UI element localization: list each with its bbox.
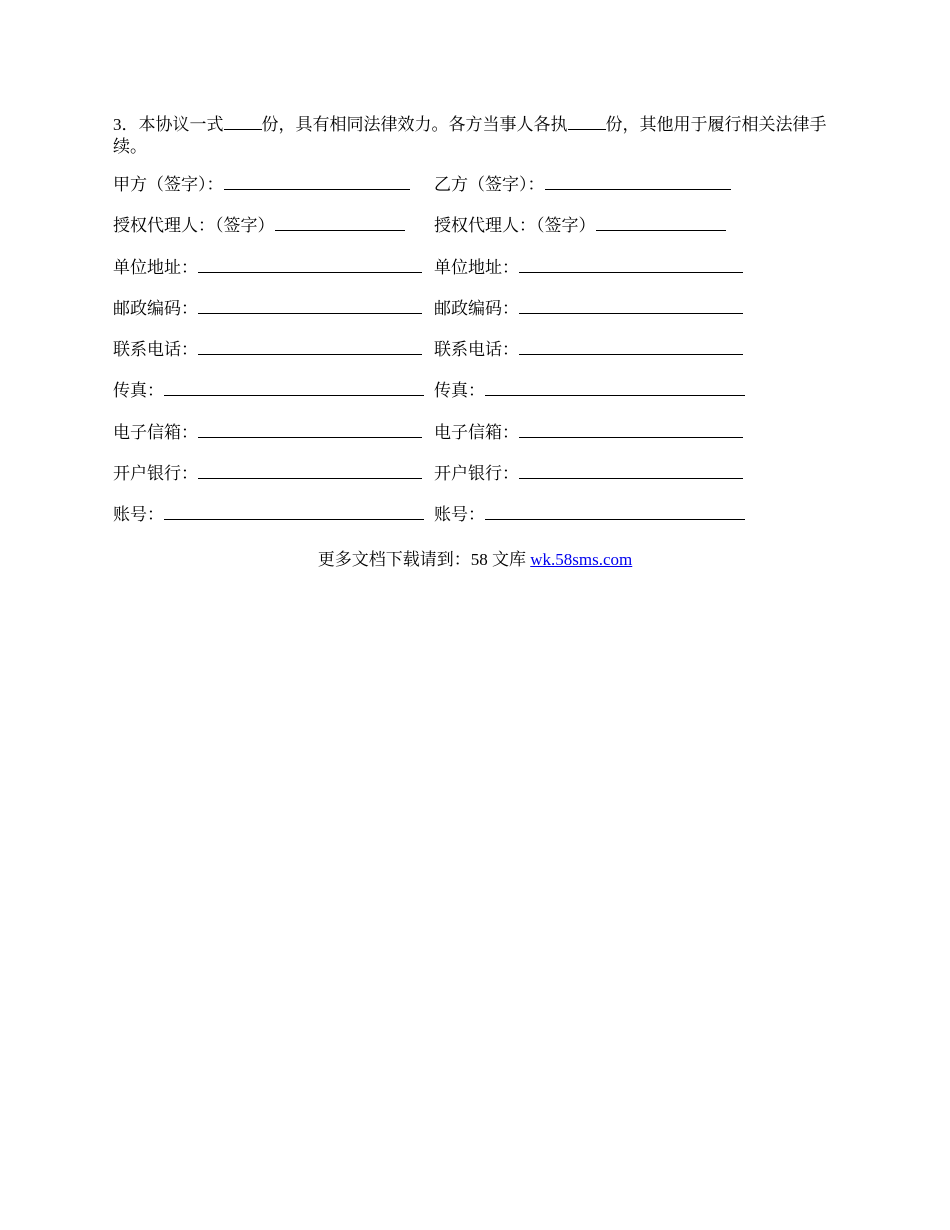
clause-text-part2: 份，具有相同法律效力。各方当事人各执 xyxy=(261,115,568,134)
fill-line[interactable] xyxy=(164,395,424,396)
field-label: 传真： xyxy=(434,381,485,401)
clause-text-part1: 本协议一式 xyxy=(138,115,224,134)
clause-number: 3． xyxy=(113,115,139,134)
party-a-signature-field xyxy=(113,173,410,195)
field-label: 电子信箱： xyxy=(434,422,519,442)
field-label: 电子信箱： xyxy=(113,422,198,442)
fill-line[interactable] xyxy=(485,519,745,520)
fill-line[interactable] xyxy=(198,437,422,438)
signature-row xyxy=(113,379,833,420)
signature-row xyxy=(113,297,833,338)
fill-line[interactable] xyxy=(545,189,731,190)
party-a-phone-field xyxy=(113,338,422,360)
fill-line[interactable] xyxy=(519,313,743,314)
field-label: 甲方（签字）： xyxy=(113,175,224,194)
fill-line[interactable] xyxy=(164,519,424,520)
field-label: 开户银行： xyxy=(113,464,198,484)
fill-line[interactable] xyxy=(485,395,745,396)
signature-row xyxy=(113,503,833,544)
document-page xyxy=(113,114,833,545)
party-a-email-field xyxy=(113,421,422,443)
field-label: 单位地址： xyxy=(434,257,519,277)
party-a-account-field xyxy=(113,503,424,525)
fill-line[interactable] xyxy=(596,230,726,231)
party-a-fax-field xyxy=(113,379,424,401)
signature-row xyxy=(113,338,833,379)
signature-row xyxy=(113,173,833,214)
copies-total-blank[interactable] xyxy=(224,115,262,130)
party-b-account-field xyxy=(434,503,745,525)
footer-text: 更多文档下载请到：58 文库 xyxy=(317,550,531,569)
field-label: 授权代理人：（签字） xyxy=(113,216,275,236)
field-label: 联系电话： xyxy=(434,340,519,360)
field-label: 邮政编码： xyxy=(113,298,198,318)
party-b-phone-field xyxy=(434,338,743,360)
party-a-postcode-field xyxy=(113,297,422,319)
fill-line[interactable] xyxy=(198,272,422,273)
party-a-bank-field xyxy=(113,462,422,484)
party-b-email-field xyxy=(434,421,743,443)
fill-line[interactable] xyxy=(519,478,743,479)
party-b-fax-field xyxy=(434,379,745,401)
clause-3-paragraph xyxy=(113,114,833,158)
field-label: 开户银行： xyxy=(434,464,519,484)
field-label: 联系电话： xyxy=(113,340,198,360)
field-label: 乙方（签字）： xyxy=(434,175,545,194)
signature-row xyxy=(113,256,833,297)
fill-line[interactable] xyxy=(198,313,422,314)
field-label: 传真： xyxy=(113,381,164,401)
fill-line[interactable] xyxy=(198,354,422,355)
party-a-address-field xyxy=(113,256,422,278)
copies-each-blank[interactable] xyxy=(568,115,606,130)
fill-line[interactable] xyxy=(275,230,405,231)
party-b-address-field xyxy=(434,256,743,278)
signature-form xyxy=(113,173,833,545)
signature-row xyxy=(113,421,833,462)
footer-link[interactable]: wk.58sms.com xyxy=(530,550,633,569)
fill-line[interactable] xyxy=(224,189,410,190)
party-a-agent-field xyxy=(113,214,405,236)
party-b-signature-field xyxy=(434,173,731,195)
fill-line[interactable] xyxy=(519,437,743,438)
field-label: 账号： xyxy=(113,505,164,525)
fill-line[interactable] xyxy=(198,478,422,479)
fill-line[interactable] xyxy=(519,354,743,355)
signature-row xyxy=(113,214,833,255)
download-footer xyxy=(0,549,950,571)
field-label: 授权代理人：（签字） xyxy=(434,216,596,236)
signature-row xyxy=(113,462,833,503)
party-b-postcode-field xyxy=(434,297,743,319)
clause-text-part3: 份，其他用于履行相关法律手续。 xyxy=(113,115,827,156)
field-label: 邮政编码： xyxy=(434,298,519,318)
party-b-agent-field xyxy=(434,214,726,236)
field-label: 单位地址： xyxy=(113,257,198,277)
fill-line[interactable] xyxy=(519,272,743,273)
party-b-bank-field xyxy=(434,462,743,484)
field-label: 账号： xyxy=(434,505,485,525)
